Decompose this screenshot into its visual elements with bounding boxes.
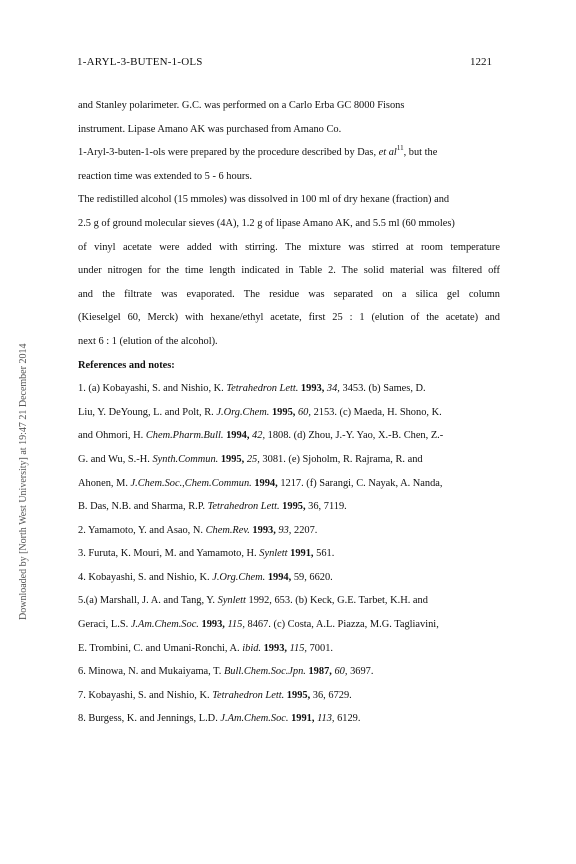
body-text bbox=[78, 94, 500, 731]
reference-line: E. Trombini, C. and Umani-Ronchi, A. ibid. 1993, 115, 7001. bbox=[78, 642, 333, 654]
page-number: 1221 bbox=[470, 56, 492, 68]
text-line: of vinyl acetate were added with stirring. The mixture was stirred at room temperature bbox=[78, 241, 500, 253]
text-line: reaction time was extended to 5 - 6 hours. bbox=[78, 170, 252, 182]
text-line: (Kieselgel 60, Merck) with hexane/ethyl acetate, first 25 : 1 (elution of the acetate) and bbox=[78, 312, 500, 324]
text-line: The redistilled alcohol (15 mmoles) was dissolved in 100 ml of dry hexane (fraction) and bbox=[78, 194, 450, 206]
reference-line: 8. Burgess, K. and Jennings, L.D. J.Am.Chem.Soc. 1991, 113, 6129. bbox=[78, 713, 361, 725]
reference-line: Ahonen, M. J.Chem.Soc.,Chem.Commun. 1994, 1217. (f) Sarangi, C. Nayak, A. Nanda, bbox=[78, 477, 443, 489]
reference-line: G. and Wu, S.-H. Synth.Commun. 1995, 25, 3081. (e) Sjoholm, R. Rajrama, R. and bbox=[78, 453, 423, 465]
reference-line: Geraci, L.S. J.Am.Chem.Soc. 1993, 115, 8467. (c) Costa, A.L. Piazza, M.G. Tagliavini, bbox=[78, 619, 439, 631]
reference-line: 5.(a) Marshall, J. A. and Tang, Y. Synlett 1992, 653. (b) Keck, G.E. Tarbet, K.H. and bbox=[78, 595, 428, 607]
reference-line: 6. Minowa, N. and Mukaiyama, T. Bull.Chem.Soc.Jpn. 1987, 60, 3697. bbox=[78, 666, 374, 678]
text-line: next 6 : 1 (elution of the alcohol). bbox=[78, 335, 218, 347]
reference-line: Liu, Y. DeYoung, L. and Polt, R. J.Org.Chem. 1995, 60, 2153. (c) Maeda, H. Shono, K. bbox=[78, 406, 442, 418]
text-line: and Stanley polarimeter. G.C. was performed on a Carlo Erba GC 8000 Fisons bbox=[78, 100, 405, 111]
text-line: instrument. Lipase Amano AK was purchased from Amano Co. bbox=[78, 123, 342, 135]
text-line: under nitrogen for the time length indicated in Table 2. The solid material was filtered off bbox=[78, 265, 500, 277]
text-line: and the filtrate was evaporated. The residue was separated on a silica gel column bbox=[78, 288, 500, 300]
reference-line: 2. Yamamoto, Y. and Asao, N. Chem.Rev. 1993, 93, 2207. bbox=[78, 524, 318, 536]
reference-line: 3. Furuta, K. Mouri, M. and Yamamoto, H. Synlett 1991, 561. bbox=[78, 548, 335, 560]
reference-line: B. Das, N.B. and Sharma, R.P. Tetrahedron Lett. 1995, 36, 7119. bbox=[78, 501, 347, 513]
download-watermark: Downloaded by [North West University] at 19:47 21 December 2014 bbox=[18, 343, 29, 620]
reference-line: 7. Kobayashi, S. and Nishio, K. Tetrahedron Lett. 1995, 36, 6729. bbox=[78, 689, 352, 701]
reference-line: 4. Kobayashi, S. and Nishio, K. J.Org.Chem. 1994, 59, 6620. bbox=[78, 571, 333, 583]
reference-line: and Ohmori, H. Chem.Pharm.Bull. 1994, 42, 1808. (d) Zhou, J.-Y. Yao, X.-B. Chen, Z.- bbox=[78, 430, 444, 442]
running-title: 1-ARYL-3-BUTEN-1-OLS bbox=[77, 56, 203, 68]
references-heading: References and notes: bbox=[78, 359, 175, 371]
reference-line: 1. (a) Kobayashi, S. and Nishio, K. Tetrahedron Lett. 1993, 34, 3453. (b) Sames, D. bbox=[78, 383, 426, 395]
text-line: 1-Aryl-3-buten-1-ols were prepared by the procedure described by Das, et $al^{11}$, but the bbox=[78, 144, 438, 159]
text-line: 2.5 g of ground molecular sieves (4A), 1.2 g of lipase Amano AK, and 5.5 ml (60 mmoles) bbox=[78, 217, 455, 229]
